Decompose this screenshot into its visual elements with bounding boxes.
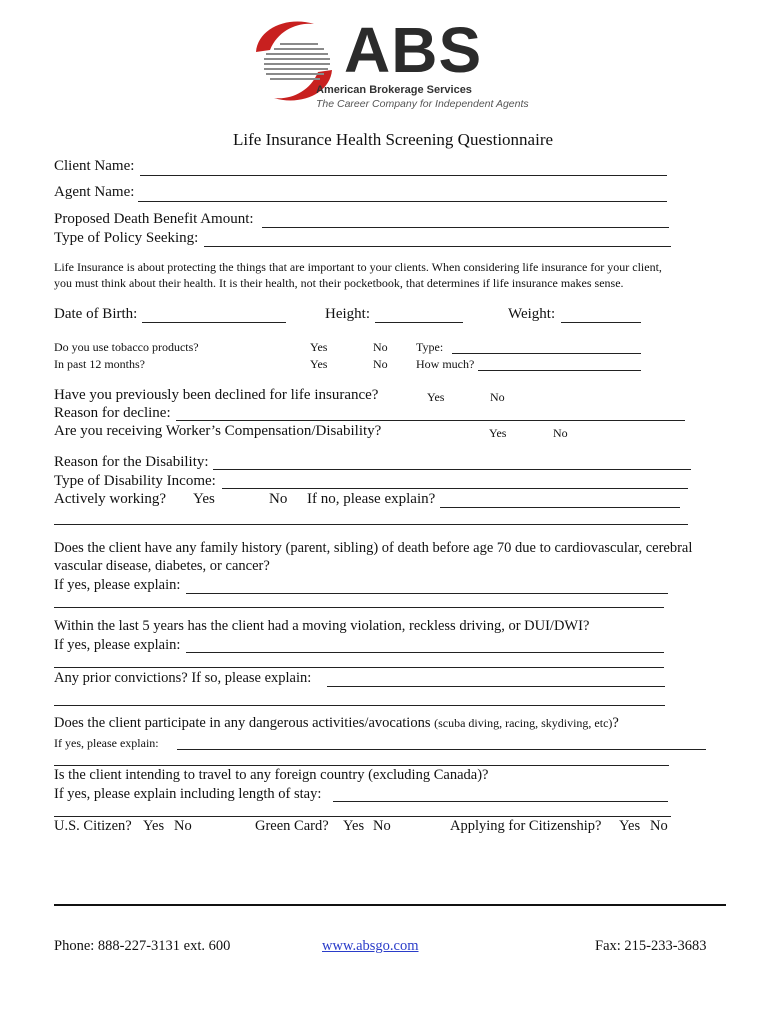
- height-label: Height:: [325, 306, 370, 322]
- travel-explain-field-2[interactable]: [54, 816, 671, 817]
- applying-citizenship-label: Applying for Citizenship?: [450, 818, 602, 834]
- agent-name-field[interactable]: [138, 201, 667, 202]
- footer-phone: Phone: 888-227-3131 ext. 600: [54, 938, 231, 954]
- intro-line-2: you must think about their health. It is their health, not their pocketbook, that determines if life insurance makes sense.: [54, 276, 624, 290]
- tobacco-12mo-no[interactable]: No: [373, 357, 388, 371]
- activities-examples: (scuba diving, racing, skydiving, etc): [434, 716, 613, 730]
- driving-explain-field-2[interactable]: [54, 667, 664, 668]
- family-explain-label: If yes, please explain:: [54, 577, 181, 593]
- decline-reason-label: Reason for decline:: [54, 405, 171, 421]
- declined-yes[interactable]: Yes: [427, 390, 445, 404]
- disability-income-label: Type of Disability Income:: [54, 473, 216, 489]
- comp-no[interactable]: No: [553, 426, 568, 440]
- logo-tagline: The Career Company for Independent Agents: [316, 98, 529, 110]
- intro-line-1: Life Insurance is about protecting the things that are important to your clients. When considering life insurance for your client,: [54, 260, 662, 274]
- activities-question-text: Does the client participate in any dangerous activities/avocations: [54, 715, 431, 731]
- policy-type-field[interactable]: [204, 246, 671, 247]
- activities-explain-field[interactable]: [177, 749, 706, 750]
- footer-fax: Fax: 215-233-3683: [595, 938, 707, 954]
- activities-question: [54, 715, 619, 732]
- activities-explain-label: If yes, please explain:: [54, 736, 159, 750]
- family-explain-field[interactable]: [186, 593, 668, 594]
- tobacco-amount-label: How much?: [416, 357, 475, 371]
- logo-company: American Brokerage Services: [316, 84, 472, 96]
- applying-citizenship-yes[interactable]: Yes: [619, 818, 641, 834]
- driving-explain-label: If yes, please explain:: [54, 637, 181, 653]
- disability-reason-label: Reason for the Disability:: [54, 454, 209, 470]
- tobacco-12mo-yes[interactable]: Yes: [310, 357, 328, 371]
- convictions-field[interactable]: [327, 686, 665, 687]
- driving-question: Within the last 5 years has the client had a moving violation, reckless driving, or DUI/DWI?: [54, 618, 590, 634]
- weight-field[interactable]: [561, 322, 641, 323]
- disability-income-field[interactable]: [222, 488, 688, 489]
- dob-label: Date of Birth:: [54, 306, 138, 322]
- height-field[interactable]: [375, 322, 463, 323]
- travel-question: Is the client intending to travel to any foreign country (excluding Canada)?: [54, 767, 489, 783]
- travel-explain-field[interactable]: [333, 801, 668, 802]
- convictions-question: Any prior convictions? If so, please explain:: [54, 670, 312, 686]
- comp-yes[interactable]: Yes: [489, 426, 507, 440]
- working-explain-field[interactable]: [440, 507, 680, 508]
- death-benefit-label: Proposed Death Benefit Amount:: [54, 211, 254, 227]
- declined-no[interactable]: No: [490, 390, 505, 404]
- page-title: Life Insurance Health Screening Questionnaire: [233, 130, 554, 149]
- green-card-yes[interactable]: Yes: [343, 818, 365, 834]
- travel-explain-label: If yes, please explain including length of stay:: [54, 786, 322, 802]
- tobacco-question: Do you use tobacco products?: [54, 340, 199, 354]
- activities-question-end: ?: [612, 715, 619, 731]
- activities-explain-field-2[interactable]: [54, 765, 669, 766]
- working-explain-label: If no, please explain?: [307, 491, 436, 507]
- agent-name-label: Agent Name:: [54, 184, 135, 200]
- working-label: Actively working?: [54, 491, 167, 507]
- convictions-field-2[interactable]: [54, 705, 665, 706]
- logo-text: ABS: [344, 14, 483, 86]
- family-question-line-2: vascular disease, diabetes, or cancer?: [54, 558, 270, 574]
- working-no[interactable]: No: [269, 491, 288, 507]
- footer-website-link[interactable]: www.absgo.com: [322, 938, 419, 954]
- working-explain-field-2[interactable]: [54, 524, 688, 525]
- tobacco-amount-field[interactable]: [478, 370, 641, 371]
- us-citizen-yes[interactable]: Yes: [143, 818, 165, 834]
- tobacco-no[interactable]: No: [373, 340, 388, 354]
- policy-type-label: Type of Policy Seeking:: [54, 230, 199, 246]
- green-card-label: Green Card?: [255, 818, 329, 834]
- tobacco-yes[interactable]: Yes: [310, 340, 328, 354]
- weight-label: Weight:: [508, 306, 556, 322]
- disability-reason-field[interactable]: [213, 469, 691, 470]
- family-explain-field-2[interactable]: [54, 607, 664, 608]
- family-question-line-1: Does the client have any family history (parent, sibling) of death before age 70 due to cardiovascular, cerebral: [54, 540, 693, 556]
- us-citizen-no[interactable]: No: [174, 818, 192, 834]
- client-name-label: Client Name:: [54, 158, 135, 174]
- death-benefit-field[interactable]: [262, 227, 669, 228]
- tobacco-type-label: Type:: [416, 340, 444, 354]
- decline-reason-field[interactable]: [176, 420, 685, 421]
- tobacco-12mo-question: In past 12 months?: [54, 357, 145, 371]
- comp-question: Are you receiving Worker’s Compensation/Disability?: [54, 423, 382, 439]
- declined-question: Have you previously been declined for life insurance?: [54, 387, 379, 403]
- client-name-field[interactable]: [140, 175, 667, 176]
- green-card-no[interactable]: No: [373, 818, 391, 834]
- dob-field[interactable]: [142, 322, 286, 323]
- working-yes[interactable]: Yes: [193, 491, 215, 507]
- tobacco-type-field[interactable]: [452, 353, 641, 354]
- driving-explain-field[interactable]: [186, 652, 664, 653]
- applying-citizenship-no[interactable]: No: [650, 818, 668, 834]
- footer-divider: [54, 904, 726, 906]
- company-logo: [244, 14, 534, 114]
- us-citizen-label: U.S. Citizen?: [54, 818, 132, 834]
